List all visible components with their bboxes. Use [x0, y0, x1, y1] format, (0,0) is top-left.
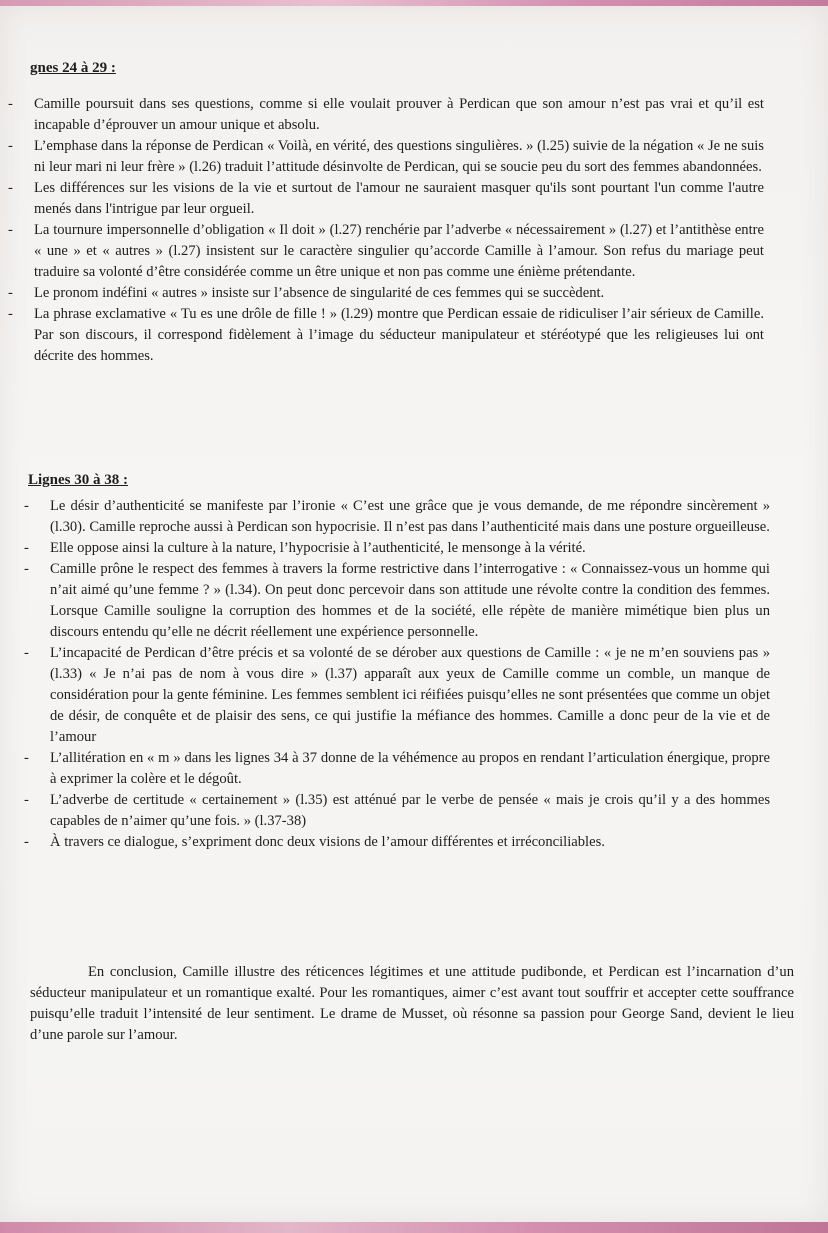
list-item: - L’incapacité de Perdican d’être précis et sa volonté de se dérober aux questions de Camille : « je ne m’en souviens pas » (l.33) « Je n’ai pas de nom à vous dire » (l.37) apparaît aux yeux de Camille comme un comble, un manque de considération pour la gente féminine. Les femmes semblent ici réifiées puisqu’elles ne sont présentées que comme un objet de désir, de conquête et de plaisir des sens, ce qui justifie la méfiance des hommes. Camille a donc peur de la vie et de l’amour — [24, 645, 770, 745]
bullet-marker: - — [24, 750, 29, 766]
list-item: - À travers ce dialogue, s’expriment donc deux visions de l’amour différentes et irréconciliables. — [50, 832, 770, 853]
list-item: - L’emphase dans la réponse de Perdican « Voilà, en vérité, des questions singulières. » (l.25) suivie de la négation « Je ne suis ni leur mari ni leur frère » (l.26) traduit l’attitude désinvolte de Perdican, qui se soucie peu du sort des femmes abandonnées. — [8, 138, 764, 175]
list-item: - Le pronom indéfini « autres » insiste sur l’absence de singularité de ces femmes qui se succèdent. — [34, 283, 764, 304]
list-item: - Elle oppose ainsi la culture à la nature, l’hypocrisie à l’authenticité, le mensonge à la vérité. — [50, 538, 770, 559]
background-bottom-edge — [0, 1222, 828, 1233]
bullet-marker: - — [8, 96, 13, 112]
list-item: - Camille prône le respect des femmes à travers la forme restrictive dans l’interrogative : « Connaissez-vous un homme qui n’ait aimé qu’une femme ? » (l.34). On peut donc percevoir dans son attitude une révolte contre la condition des femmes. Lorsque Camille souligne la corruption des hommes et de la société, elle répète de manière mimétique bien plus un discours entendu qu’elle ne décrit réellement une expérience personnelle. — [24, 561, 770, 640]
section-heading-30-38: Lignes 30 à 38 : — [28, 472, 129, 488]
list-item: - Les différences sur les visions de la vie et surtout de l'amour ne sauraient masquer qu'ils sont pourtant l'un comme l'autre menés dans l'intrigue par leur orgueil. — [8, 180, 764, 217]
bullet-marker: - — [24, 561, 29, 577]
section1-bullet-list — [8, 94, 764, 367]
bullet-marker: - — [8, 222, 13, 238]
bullet-marker: - — [24, 540, 29, 556]
list-item: - L’allitération en « m » dans les lignes 34 à 37 donne de la véhémence au propos en rendant l’articulation énergique, propre à exprimer la colère et le dégoût. — [24, 750, 770, 787]
bullet-marker: - — [8, 285, 13, 301]
bullet-marker: - — [24, 834, 29, 850]
list-item: - Camille poursuit dans ses questions, comme si elle voulait prouver à Perdican que son amour n’est pas vrai et qu’il est incapable d’éprouver un amour unique et absolu. — [8, 96, 764, 133]
list-item: - La tournure impersonnelle d’obligation « Il doit » (l.27) renchérie par l’adverbe « nécessairement » (l.27) et l’antithèse entre « une » et « autres » (l.27) insistent sur le caractère singulier qu’accorde Camille à l’amour. Son refus du mariage peut traduire sa volonté d’être considérée comme un être unique et non pas comme une énième prétendante. — [8, 222, 764, 280]
list-item: - Le désir d’authenticité se manifeste par l’ironie « C’est une grâce que je vous demande, de me répondre sincèrement » (l.30). Camille reproche aussi à Perdican son hypocrisie. Il n’est pas dans l’authenticité mais dans une posture orgueilleuse. — [24, 498, 770, 535]
bullet-marker: - — [8, 180, 13, 196]
bullet-marker: - — [24, 792, 29, 808]
section2-bullet-list — [24, 496, 770, 853]
bullet-marker: - — [8, 306, 13, 322]
bullet-marker: - — [24, 645, 29, 661]
list-item: - La phrase exclamative « Tu es une drôle de fille ! » (l.29) montre que Perdican essaie de ridiculiser l’air sérieux de Camille. Par son discours, il correspond fidèlement à l’image du séducteur manipulateur et stéréotypé que les religieuses lui ont décrite des hommes. — [8, 306, 764, 364]
bullet-marker: - — [8, 138, 13, 154]
section-heading-24-29: gnes 24 à 29 : — [30, 60, 116, 76]
list-item: - L’adverbe de certitude « certainement » (l.35) est atténué par le verbe de pensée « mais je crois qu’il y a des hommes capables de n’aimer qu’une fois. » (l.37-38) — [24, 792, 770, 829]
bullet-marker: - — [24, 498, 29, 514]
conclusion-paragraph: En conclusion, Camille illustre des réticences légitimes et une attitude pudibonde, et Perdican est l’incarnation d’un séducteur manipulateur et un romantique exalté. Pour les romantiques, aimer c’est avant tout souffrir et accepter cette souffrance puisqu’elle traduit l’intensité de leur sentiment. Le drame de Musset, où résonne sa passion pour George Sand, devient le lieu d’une parole sur l’amour. — [30, 964, 794, 1043]
